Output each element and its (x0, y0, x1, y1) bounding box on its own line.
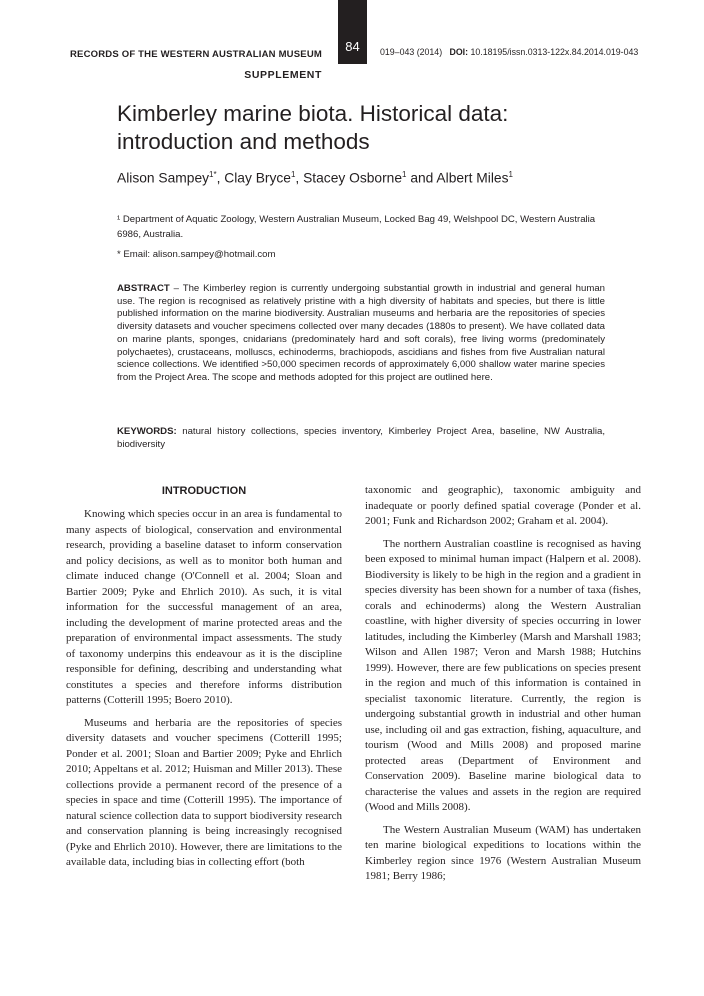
paragraph: Knowing which species occur in an area is fundamental to many aspects of biological, conservation and environmental research, providing a baseline dataset to inform conservation and policy decisions, as well as to monitor both human and climate induced change (O'Connell et al. 2004; Sloan and Bartier 2009; Pyke and Ehrlich 2010). As such, it is vital information for the successful management of an area, including the development of marine protected areas and the preparation of environmental impact assessments. The study of taxonomy underpins this endeavour as it is the discipline responsible for defining, describing and understanding what constitutes a species and therefore informs distribution patterns (Cotterill 1995; Boero 2010). (66, 508, 342, 706)
running-header (70, 45, 322, 85)
abstract-text: – The Kimberley region is currently undergoing substantial growth in industrial and general human use. The region is recognised as relatively pristine with a high diversity of habitats and species, but there is little published information on the marine biodiversity. Australian museums and herbaria are the repositories of species diversity datasets and voucher specimens collected over many decades (1880s to present). We have collated data on marine plants, sponges, cnidarians (predominately hard and soft corals), free living worms (predominately polychaetes), crustaceans, molluscs, echinoderms, brachiopods, ascidians and fishes from five Australian natural science collections. We identified >50,000 specimen records of approximately 6,000 shallow water marine species from the Project Area. The scope and methods adopted for this project are outlined here. (117, 283, 605, 383)
author-separator: , (216, 170, 225, 186)
paragraph: The Western Australian Museum (WAM) has undertaken ten marine biological expeditions to locations within the Kimberley region since 1976 (Western Australian Museum 1981; Berry 1986; (365, 823, 641, 882)
author: Stacey Osborne (303, 170, 403, 186)
paragraph: The northern Australian coastline is recognised as having been exposed to minimal human impact (Halpern et al. 2008). Biodiversity is likely to be high in the region and a gradient in species diversity has been shown for a number of taxa (fishes, corals and echinoderms) along the Western Australian coastline, with higher diversity of species occurring in lower latitudes, including the Kimberley (Marsh and Marshall 1983; Wilson and Allen 1987; Veron and Marsh 1988; Hutchins 1999). However, there are few publications on species present in the region and much of this information is contained in specialist taxonomic literature. Currently, the region is undergoing substantial growth in industrial and other human use, including oil and gas extraction, fishing, aquaculture, and tourism (Wood and Mills 2008) and proposed marine protected areas (Department of Environment and Conservation 2009). Baseline marine biological data to characterise the values and assets in the region are required (Wood and Mills 2008). (365, 537, 641, 813)
author: Clay Bryce (224, 170, 291, 186)
author-mark: 1 (402, 170, 407, 179)
keywords (117, 426, 605, 451)
author: Albert Miles (436, 170, 509, 186)
doi-label: DOI: (449, 47, 469, 57)
affiliation: ¹ Department of Aquatic Zoology, Western Australian Museum, Locked Bag 49, Welshpool DC, Western Australia 6986, Australia. (117, 214, 596, 240)
paper-title: Kimberley marine biota. Historical data: introduction and methods (117, 101, 509, 154)
section-heading: INTRODUCTION (161, 485, 247, 497)
author-separator: and (406, 170, 437, 186)
page-number: 84 (345, 39, 360, 54)
corresponding-email[interactable]: * Email: alison.sampey@hotmail.com (117, 249, 276, 260)
body-column-right (365, 483, 641, 885)
page-number-tab (338, 0, 367, 64)
journal-name: RECORDS OF THE WESTERN AUSTRALIAN MUSEUM (69, 49, 322, 60)
author-separator: , (295, 170, 304, 186)
keywords-text: natural history collections, species inventory, Kimberley Project Area, baseline, NW Australia, biodiversity (117, 426, 605, 450)
abstract-label: ABSTRACT (117, 283, 170, 294)
author-list (117, 170, 513, 186)
author-mark: 1 (290, 170, 296, 179)
author-mark: 1 (508, 170, 513, 179)
abstract (117, 283, 605, 385)
citation-line (380, 47, 638, 57)
author: Alison Sampey (117, 170, 210, 186)
author-mark: 1* (209, 170, 217, 179)
doi-link[interactable]: 10.18195/issn.0313-122x.84.2014.019-043 (470, 47, 639, 57)
paragraph: taxonomic and geographic), taxonomic ambiguity and inadequate or poorly defined spatial coverage (Ponder et al. 2001; Funk and Richardson 2002; Graham et al. 2004). (365, 484, 641, 527)
body-column-left (66, 507, 342, 871)
keywords-label: KEYWORDS: (117, 426, 177, 437)
paragraph: Museums and herbaria are the repositories of species diversity datasets and voucher specimens (Cotterill 1995; Ponder et al. 2001; Sloan and Bartier 2009; Pyke and Ehrlich 2010; Appeltans et al. 2012; Huisman and Miller 2013). These collections provide a permanent record of the presence of a species in space and time (Cotterill 1995). The importance of natural science collection data to support biodiversity research and conservation planning is being increasingly recognised (Pyke and Ehrlich 2010). However, there are limitations to the available data, including bias in collecting effort (both (66, 716, 342, 868)
citation: 019–043 (2014) (380, 47, 443, 57)
supplement-label: SUPPLEMENT (244, 69, 322, 81)
